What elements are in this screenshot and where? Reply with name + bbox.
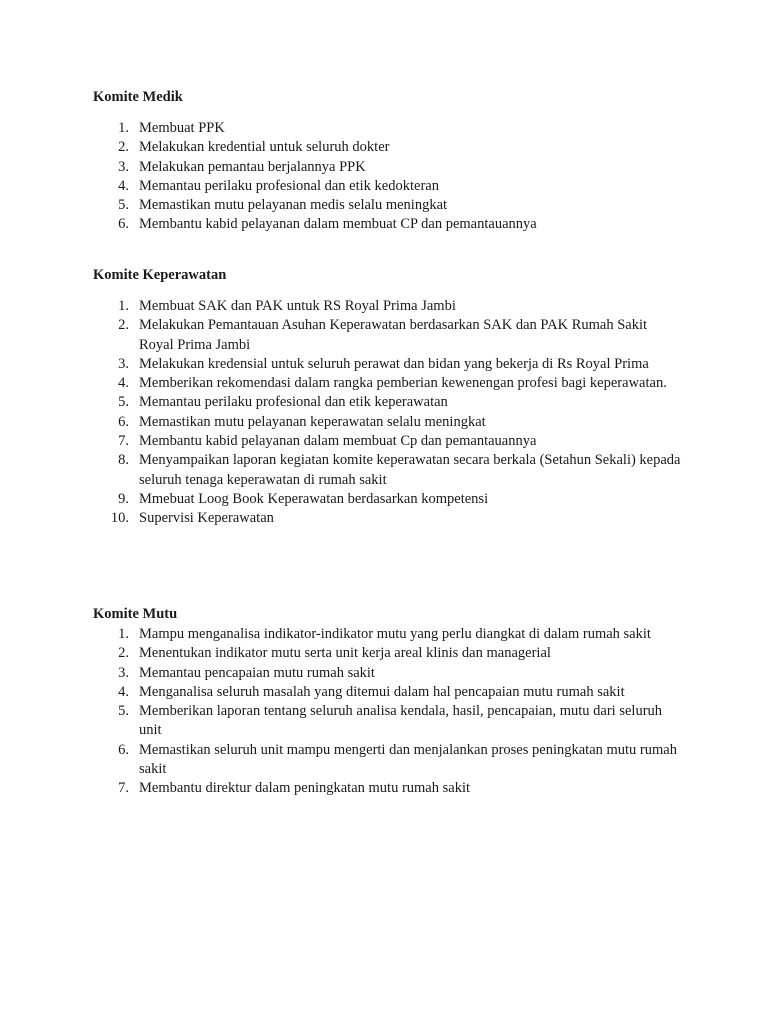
item-number: 5. bbox=[118, 197, 129, 214]
list-item bbox=[93, 215, 683, 234]
item-number: 2. bbox=[118, 139, 129, 156]
item-number: 6. bbox=[118, 413, 129, 430]
item-text: Mmebuat Loog Book Keperawatan berdasarkan kompetensi bbox=[139, 490, 489, 507]
section-title: Komite Mutu bbox=[93, 606, 178, 622]
item-text: Melakukan pemantau berjalannya PPK bbox=[139, 158, 366, 175]
section-title: Komite Keperawatan bbox=[93, 267, 227, 283]
item-number: 9. bbox=[118, 490, 129, 507]
item-number: 2. bbox=[118, 645, 129, 662]
list-item bbox=[93, 158, 683, 177]
item-text: Menganalisa seluruh masalah yang ditemui dalam hal pencapaian mutu rumah sakit bbox=[139, 683, 625, 700]
item-text: Menyampaikan laporan kegiatan komite keperawatan secara berkala (Setahun Sekali) kepada seluruh tenaga keperawatan di rumah sakit bbox=[139, 452, 681, 488]
item-number: 5. bbox=[118, 703, 129, 720]
list-item bbox=[93, 355, 683, 374]
item-number: 3. bbox=[118, 355, 129, 372]
list-item bbox=[93, 138, 683, 157]
item-number: 10. bbox=[110, 510, 129, 527]
list-item bbox=[93, 779, 683, 798]
item-number: 1. bbox=[118, 120, 129, 136]
item-text: Supervisi Keperawatan bbox=[139, 510, 274, 527]
list-item bbox=[93, 625, 683, 644]
item-list bbox=[93, 625, 683, 799]
list-item bbox=[93, 413, 683, 432]
item-number: 7. bbox=[118, 780, 129, 797]
item-text: Memastikan mutu pelayanan medis selalu meningkat bbox=[139, 197, 448, 214]
item-number: 8. bbox=[118, 452, 129, 469]
item-text: Memastikan mutu pelayanan keperawatan selalu meningkat bbox=[139, 413, 486, 430]
list-item bbox=[93, 177, 683, 196]
item-text: Menentukan indikator mutu serta unit kerja areal klinis dan managerial bbox=[139, 645, 551, 662]
item-text: Membantu kabid pelayanan dalam membuat Cp dan pemantauannya bbox=[139, 433, 537, 450]
list-item bbox=[93, 119, 683, 138]
item-number: 6. bbox=[118, 741, 129, 758]
list-item bbox=[93, 316, 683, 355]
item-text: Melakukan Pemantauan Asuhan Keperawatan berdasarkan SAK dan PAK Rumah Sakit Royal Prima Jambi bbox=[139, 317, 648, 353]
item-text: Membuat SAK dan PAK untuk RS Royal Prima Jambi bbox=[139, 298, 456, 314]
list-item bbox=[93, 664, 683, 683]
item-text: Memantau pencapaian mutu rumah sakit bbox=[139, 664, 375, 681]
item-text: Mampu menganalisa indikator-indikator mutu yang perlu diangkat di dalam rumah sakit bbox=[139, 626, 651, 642]
list-item bbox=[93, 432, 683, 451]
item-number: 4. bbox=[118, 683, 129, 700]
item-number: 2. bbox=[118, 317, 129, 334]
list-item bbox=[93, 702, 683, 741]
item-text: Membantu kabid pelayanan dalam membuat CP dan pemantauannya bbox=[139, 216, 537, 233]
item-text: Melakukan kredential untuk seluruh dokter bbox=[139, 139, 390, 156]
item-text: Memberikan rekomendasi dalam rangka pemberian kewenengan profesi bagi keperawatan. bbox=[139, 375, 667, 392]
list-item bbox=[93, 644, 683, 663]
section-komite-mutu bbox=[93, 605, 683, 799]
list-item bbox=[93, 509, 683, 528]
list-item bbox=[93, 297, 683, 316]
item-text: Memberikan laporan tentang seluruh analisa kendala, hasil, pencapaian, mutu dari seluruh unit bbox=[139, 703, 663, 739]
item-number: 3. bbox=[118, 158, 129, 175]
item-list bbox=[93, 119, 683, 235]
item-number: 6. bbox=[118, 216, 129, 233]
item-text: Memastikan seluruh unit mampu mengerti dan menjalankan proses peningkatan mutu rumah sakit bbox=[139, 741, 677, 778]
item-text: Memantau perilaku profesional dan etik keperawatan bbox=[139, 394, 448, 411]
list-item bbox=[93, 741, 683, 780]
list-item bbox=[93, 683, 683, 702]
list-item bbox=[93, 490, 683, 509]
item-number: 1. bbox=[118, 298, 129, 314]
item-list bbox=[93, 297, 683, 529]
list-item bbox=[93, 451, 683, 490]
item-text: Melakukan kredensial untuk seluruh perawat dan bidan yang bekerja di Rs Royal Prima bbox=[139, 355, 649, 372]
section-komite-keperawatan bbox=[93, 266, 683, 529]
item-number: 5. bbox=[118, 394, 129, 411]
list-item bbox=[93, 374, 683, 393]
item-text: Membantu direktur dalam peningkatan mutu rumah sakit bbox=[139, 780, 471, 797]
section-title: Komite Medik bbox=[93, 89, 183, 105]
list-item bbox=[93, 393, 683, 412]
item-number: 1. bbox=[118, 626, 129, 642]
item-text: Memantau perilaku profesional dan etik kedokteran bbox=[139, 177, 439, 194]
item-number: 4. bbox=[118, 177, 129, 194]
item-text: Membuat PPK bbox=[139, 120, 225, 136]
item-number: 4. bbox=[118, 375, 129, 392]
item-number: 3. bbox=[118, 664, 129, 681]
item-number: 7. bbox=[118, 433, 129, 450]
list-item bbox=[93, 196, 683, 215]
section-komite-medik bbox=[93, 88, 683, 235]
